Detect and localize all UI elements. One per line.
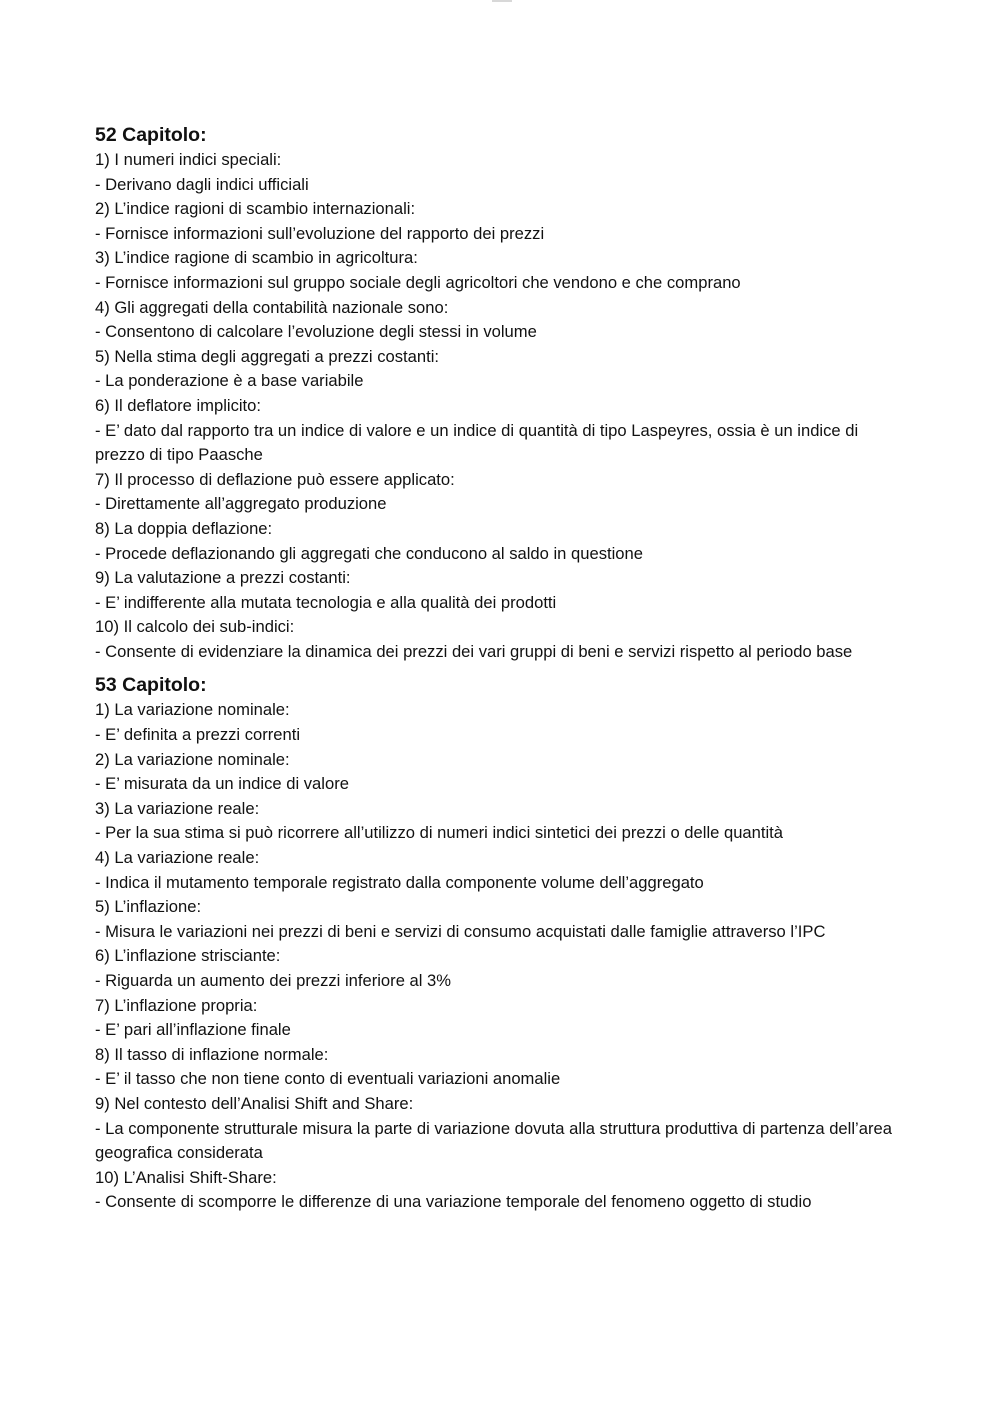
answer-line: - La componente strutturale misura la parte di variazione dovuta alla struttura produttiva di partenza dell’area geografica considerata	[95, 1118, 892, 1163]
answer-line: - La ponderazione è a base variabile	[95, 371, 364, 391]
answer-line: - Consente di scomporre le differenze di una variazione temporale del fenomeno oggetto di studio	[95, 1192, 812, 1212]
question-line: 4) La variazione reale:	[95, 848, 260, 868]
question-line: 5) Nella stima degli aggregati a prezzi costanti:	[95, 346, 440, 366]
question-line: 4) Gli aggregati della contabilità nazionale sono:	[95, 297, 449, 317]
answer-line: - Riguarda un aumento dei prezzi inferiore al 3%	[95, 971, 452, 990]
question-line: 6) L’inflazione strisciante:	[95, 946, 281, 966]
question-line: 2) La variazione nominale:	[95, 749, 290, 769]
answer-line: - Derivano dagli indici ufficiali	[95, 174, 309, 194]
answer-line: - Indica il mutamento temporale registrato dalla componente volume dell’aggregato	[95, 872, 704, 892]
answer-line: - E’ definita a prezzi correnti	[95, 725, 301, 745]
answer-line: - E’ dato dal rapporto tra un indice di valore e un indice di quantità di tipo Laspeyres, ossia è un indice di prezzo di tipo Paasche	[95, 420, 859, 465]
answer-line: - Consentono di calcolare l’evoluzione degli stessi in volume	[95, 322, 537, 342]
question-line: 1) La variazione nominale:	[95, 700, 290, 720]
question-line: 7) Il processo di deflazione può essere applicato:	[95, 469, 455, 489]
answer-line: - Direttamente all’aggregato produzione	[95, 494, 387, 514]
answer-line: - E’ pari all’inflazione finale	[95, 1020, 291, 1040]
answer-line: - Procede deflazionando gli aggregati che conducono al saldo in questione	[95, 543, 643, 563]
answer-line: - Per la sua stima si può ricorrere all’utilizzo di numeri indici sintetici dei prezzi o delle quantità	[95, 823, 784, 843]
question-line: 9) Nel contesto dell’Analisi Shift and Share:	[95, 1093, 414, 1113]
answer-line: - E’ indifferente alla mutata tecnologia e alla qualità dei prodotti	[95, 592, 557, 612]
question-line: 5) L’inflazione:	[95, 897, 202, 917]
question-line: 3) L’indice ragione di scambio in agricoltura:	[95, 248, 418, 268]
chapter-52	[95, 122, 910, 664]
answer-line: - Consente di evidenziare la dinamica dei prezzi dei vari gruppi di beni e servizi rispetto al periodo base	[95, 641, 853, 661]
header-mark	[492, 0, 512, 2]
question-line: 3) La variazione reale:	[95, 798, 260, 818]
question-line: 1) I numeri indici speciali:	[95, 150, 282, 169]
chapter-title: 52 Capitolo:	[95, 124, 207, 146]
answer-line: - Fornisce informazioni sull’evoluzione del rapporto dei prezzi	[95, 223, 545, 243]
question-line: 6) Il deflatore implicito:	[95, 395, 262, 415]
question-line: 7) L’inflazione propria:	[95, 995, 258, 1015]
question-line: 8) La doppia deflazione:	[95, 518, 273, 538]
answer-line: - Misura le variazioni nei prezzi di beni e servizi di consumo acquistati dalle famiglie attraverso l’IPC	[95, 921, 826, 941]
question-line: 10) L’Analisi Shift-Share:	[95, 1167, 277, 1187]
question-line: 9) La valutazione a prezzi costanti:	[95, 568, 351, 588]
answer-line: - E’ il tasso che non tiene conto di eventuali variazioni anomalie	[95, 1069, 561, 1089]
question-line: 10) Il calcolo dei sub-indici:	[95, 617, 295, 637]
answer-line: - E’ misurata da un indice di valore	[95, 774, 349, 794]
chapter-53	[95, 672, 910, 1214]
answer-line: - Fornisce informazioni sul gruppo sociale degli agricoltori che vendono e che comprano	[95, 272, 741, 292]
question-line: 8) Il tasso di inflazione normale:	[95, 1044, 329, 1064]
chapter-title: 53 Capitolo:	[95, 674, 207, 697]
document-content	[95, 122, 910, 1215]
question-line: 2) L’indice ragioni di scambio internazionali:	[95, 199, 416, 219]
